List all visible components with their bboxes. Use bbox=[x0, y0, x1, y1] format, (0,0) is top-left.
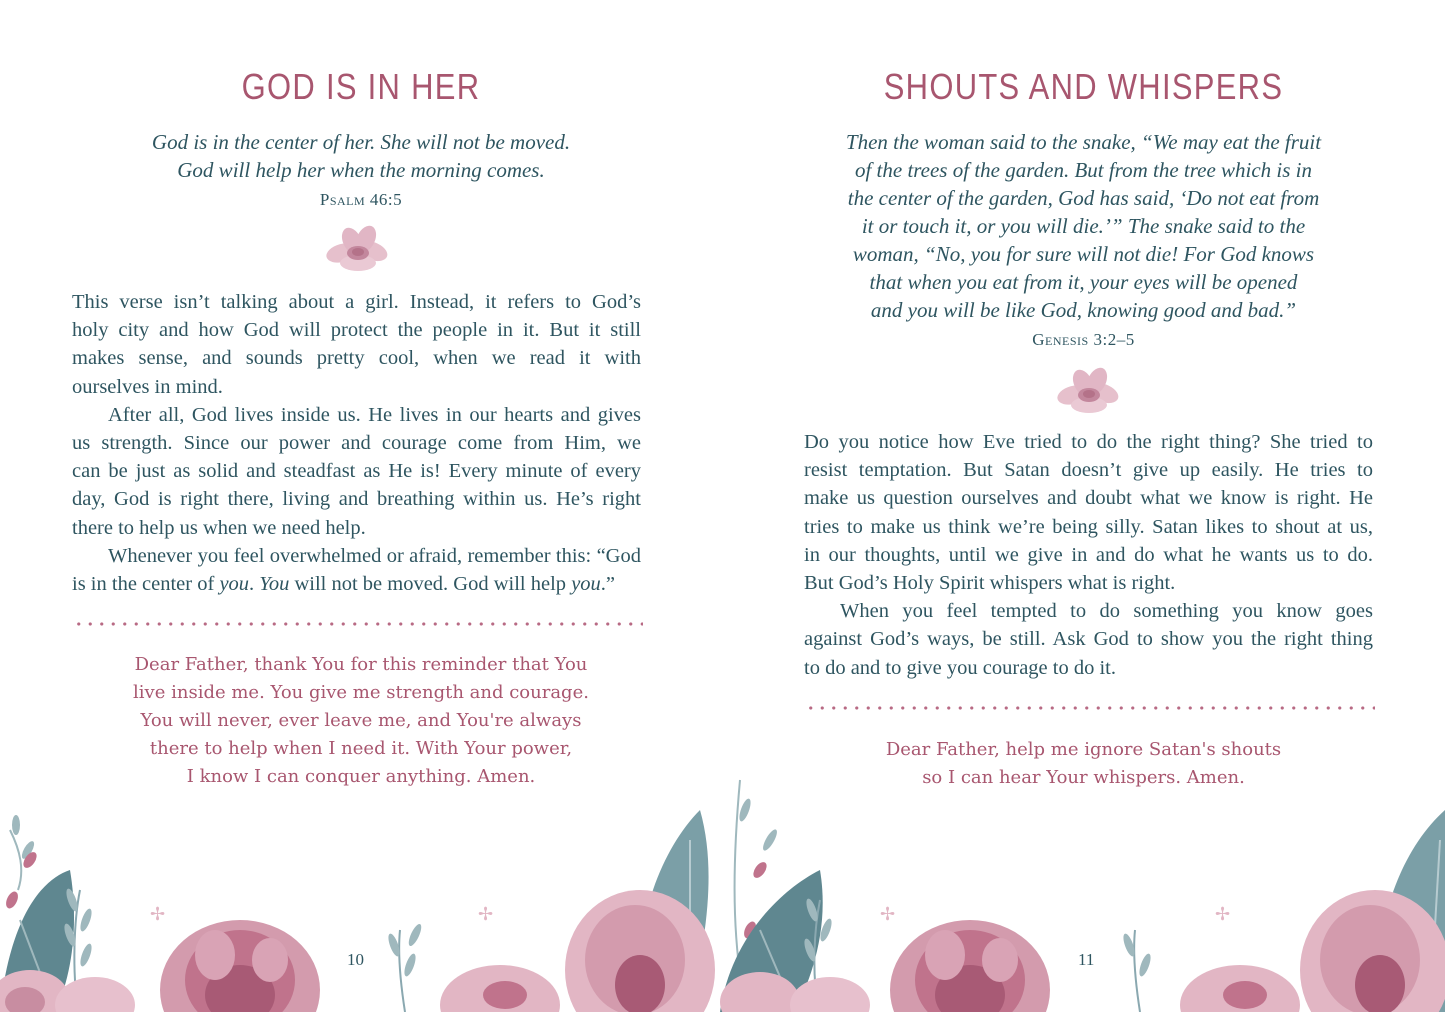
body-line: us strength. Since our power and courage come from Him, we bbox=[72, 432, 641, 455]
peony-icon bbox=[160, 920, 320, 1012]
svg-text:✢: ✢ bbox=[1215, 904, 1231, 925]
verse-line: that when you eat from it, your eyes will be opened bbox=[869, 270, 1298, 294]
body-line: Whenever you feel overwhelmed or afraid, remember this: “God bbox=[108, 544, 641, 567]
page-title: GOD IS IN HER bbox=[241, 66, 481, 107]
body-line: there to help us when we need help. bbox=[72, 516, 366, 539]
body-line: Do you notice how Eve tried to do the right thing? She tried to bbox=[804, 431, 1373, 453]
verse-line: God is in the center of her. She will not be moved. bbox=[151, 130, 571, 154]
prayer-line: live inside me. You give me strength and courage. bbox=[133, 682, 589, 703]
prayer-line: there to help when I need it. With Your power, bbox=[149, 738, 573, 759]
body-line: resist temptation. But Satan doesn’t give up easily. He tries to bbox=[804, 459, 1373, 482]
prayer-line: You will never, ever leave me, and You're always bbox=[140, 710, 582, 731]
verse-line: of the trees of the garden. But from the tree which is in bbox=[854, 158, 1313, 182]
flower-icon bbox=[440, 965, 560, 1012]
page-number: 10 bbox=[347, 950, 364, 969]
svg-text:✢: ✢ bbox=[478, 904, 494, 925]
dotted-divider bbox=[805, 706, 1375, 710]
prayer-line: Dear Father, help me ignore Satan's shouts bbox=[885, 739, 1282, 760]
flower-icon bbox=[1053, 365, 1123, 417]
devotional-body bbox=[72, 288, 641, 598]
scripture-reference: Genesis 3:2–5 bbox=[1032, 330, 1135, 349]
body-line: But God’s Holy Spirit whispers what is right. bbox=[804, 572, 1176, 595]
body-line: in our thoughts, until we give in and do what he wants us to do. bbox=[804, 543, 1373, 566]
scripture-verse bbox=[0, 128, 722, 214]
page-title: SHOUTS AND WHISPERS bbox=[883, 66, 1284, 107]
dotted-divider bbox=[73, 622, 643, 626]
body-line: When you feel tempted to do something you know goes bbox=[840, 600, 1373, 623]
verse-line: God will help her when the morning comes. bbox=[177, 158, 545, 182]
body-line: make us question ourselves and doubt what we know is right. He bbox=[804, 487, 1373, 510]
body-line: is in the center of you. You will not be moved. God will help you.” bbox=[72, 573, 616, 596]
body-line: tries to make us think we’re being silly. Satan likes to shout at us, bbox=[804, 515, 1373, 538]
prayer-line: I know I can conquer anything. Amen. bbox=[186, 766, 536, 787]
flower-icon bbox=[1180, 965, 1300, 1012]
body-line: can be just as solid and steadfast as He is! Every minute of every bbox=[72, 460, 641, 483]
page-number: 11 bbox=[1078, 950, 1095, 969]
flower-icon bbox=[322, 223, 392, 275]
verse-line: Then the woman said to the snake, “We may eat the fruit bbox=[845, 130, 1322, 154]
flower-icon bbox=[0, 970, 135, 1012]
devotional-body bbox=[804, 428, 1373, 682]
body-line: After all, God lives inside us. He lives in our hearts and gives bbox=[108, 403, 641, 426]
floral-border-decoration bbox=[0, 770, 1445, 1012]
verse-line: and you will be like God, knowing good and bad.” bbox=[870, 298, 1297, 322]
prayer-line: so I can hear Your whispers. Amen. bbox=[922, 767, 1245, 788]
verse-line: woman, “No, you for sure will not die! For God knows bbox=[852, 242, 1315, 266]
body-line: ourselves in mind. bbox=[72, 375, 223, 398]
body-line: This verse isn’t talking about a girl. Instead, it refers to God’s bbox=[72, 291, 641, 313]
body-line: holy city and how God will protect the people in it. But it still bbox=[72, 319, 641, 342]
peony-icon bbox=[890, 920, 1050, 1012]
verse-line: the center of the garden, God has said, ‘Do not eat from bbox=[847, 186, 1320, 210]
svg-text:✢: ✢ bbox=[880, 904, 896, 925]
scripture-verse bbox=[722, 128, 1445, 354]
verse-line: it or touch it, or you will die.’” The snake said to the bbox=[861, 214, 1306, 238]
prayer-line: Dear Father, thank You for this reminder that You bbox=[134, 654, 588, 675]
svg-text:✢: ✢ bbox=[150, 904, 166, 925]
body-line: to do and to give you courage to do it. bbox=[804, 656, 1116, 679]
body-line: against God’s ways, be still. Ask God to show you the right thing bbox=[804, 628, 1373, 651]
scripture-reference: Psalm 46:5 bbox=[319, 190, 403, 209]
body-line: day, God is right there, living and breathing within us. He’s right bbox=[72, 488, 641, 511]
body-line: makes sense, and sounds pretty cool, when we read it with bbox=[72, 347, 641, 370]
